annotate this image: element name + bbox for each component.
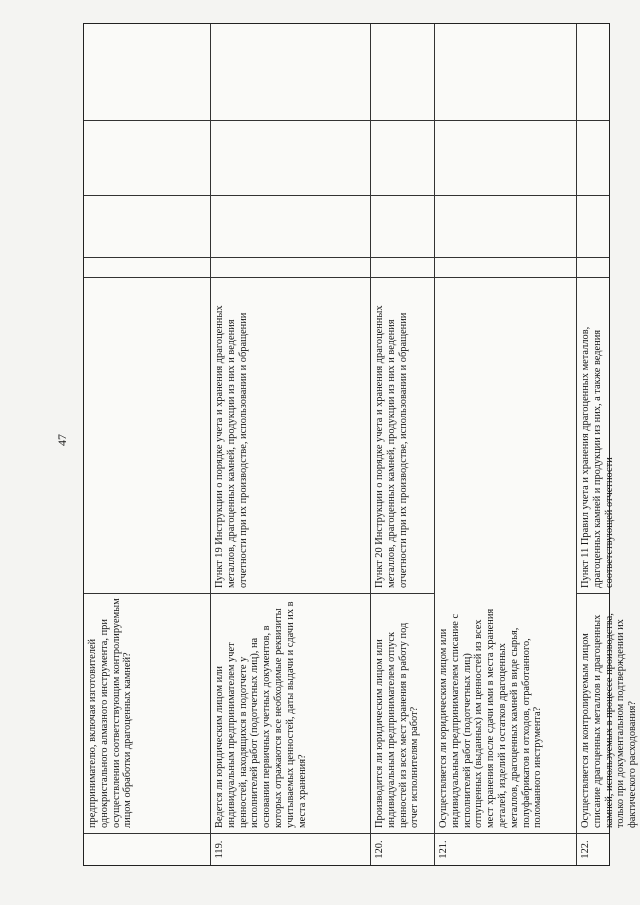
question-text: Производится ли юридическим лицом или индивидуальным предпринимателем отпуск ценностей из всех мест хранения в работу под отчет исполнителям работ? (371, 594, 434, 834)
row-number: 119. (214, 840, 225, 859)
row-number (84, 834, 210, 865)
answer-cell (577, 22, 609, 121)
answer-cell (435, 121, 576, 196)
answer-cell (577, 258, 609, 278)
answer-cell (577, 196, 609, 258)
row-number: 121. (438, 840, 449, 859)
table-row (576, 24, 639, 865)
answer-cell (371, 121, 434, 196)
answer-cell (577, 121, 609, 196)
answer-cell (435, 258, 576, 278)
answer-cell (84, 22, 210, 121)
answer-cell (211, 121, 370, 196)
answer-cell (371, 22, 434, 121)
question-text: предпринимателю, включая изготовителей однокристального алмазного инструмента, при осуществлении соответствующим контролируемым лицом обработки драгоценных камней? (84, 594, 210, 834)
legal-reference: Пункт 11 Правил учета и хранения драгоценных металлов, драгоценных камней и продукции из них, а также ведения соответствующей отчетности (577, 278, 609, 594)
question-text: Ведется ли юридическим лицом или индивидуальным предпринимателем учет ценностей, находящихся в подотчете у исполнителей работ (подотчетных лиц), на основании первичных учетных документов, в которых отражаются все необходимые реквизиты учитываемых ценностей, даты выдачи и сдачи их в места хранения? (211, 594, 370, 834)
answer-cell (84, 258, 210, 278)
row-number: 120. (374, 840, 385, 859)
answer-cell (84, 196, 210, 258)
answer-cell (435, 22, 576, 121)
question-text: Осуществляется ли контролируемым лицом списание драгоценных металлов и драгоценных камней, используемых в процессе производства, только при документальном подтверждении их фактического расходования? (577, 594, 609, 834)
row-number: 122. (580, 840, 591, 859)
question-text: Осуществляется ли юридическим лицом или индивидуальным предпринимателем списание с исполнителей работ (подотчетных лиц) отпущенных (выданных) им ценностей из всех мест хранения после сдачи ими в места хранения деталей, изделий и остатков драгоценных металлов, драгоценных камней в виде сырья, полуфабрикатов и отходов, отработанного, поломанного инструмента? (435, 594, 576, 834)
answer-cell (371, 258, 434, 278)
answer-cell (371, 196, 434, 258)
checklist-table (83, 23, 639, 866)
table-row (370, 24, 434, 865)
table-row (210, 24, 370, 865)
table-row (434, 24, 576, 865)
answer-cell (211, 196, 370, 258)
answer-cell (84, 121, 210, 196)
legal-reference (84, 278, 210, 594)
answer-cell (435, 196, 576, 258)
legal-reference: Пункт 20 Инструкции о порядке учета и хранения драгоценных металлов, драгоценных камней, продукции из них и ведения отчетности при их производстве, использовании и обращении (371, 278, 434, 594)
table-row (84, 24, 210, 865)
legal-reference (435, 278, 576, 594)
page-number: 47 (55, 434, 69, 446)
answer-cell (211, 22, 370, 121)
answer-cell (211, 258, 370, 278)
legal-reference: Пункт 19 Инструкции о порядке учета и хранения драгоценных металлов, драгоценных камней, продукции из них и ведения отчетности при их производстве, использовании и обращении (211, 278, 370, 594)
